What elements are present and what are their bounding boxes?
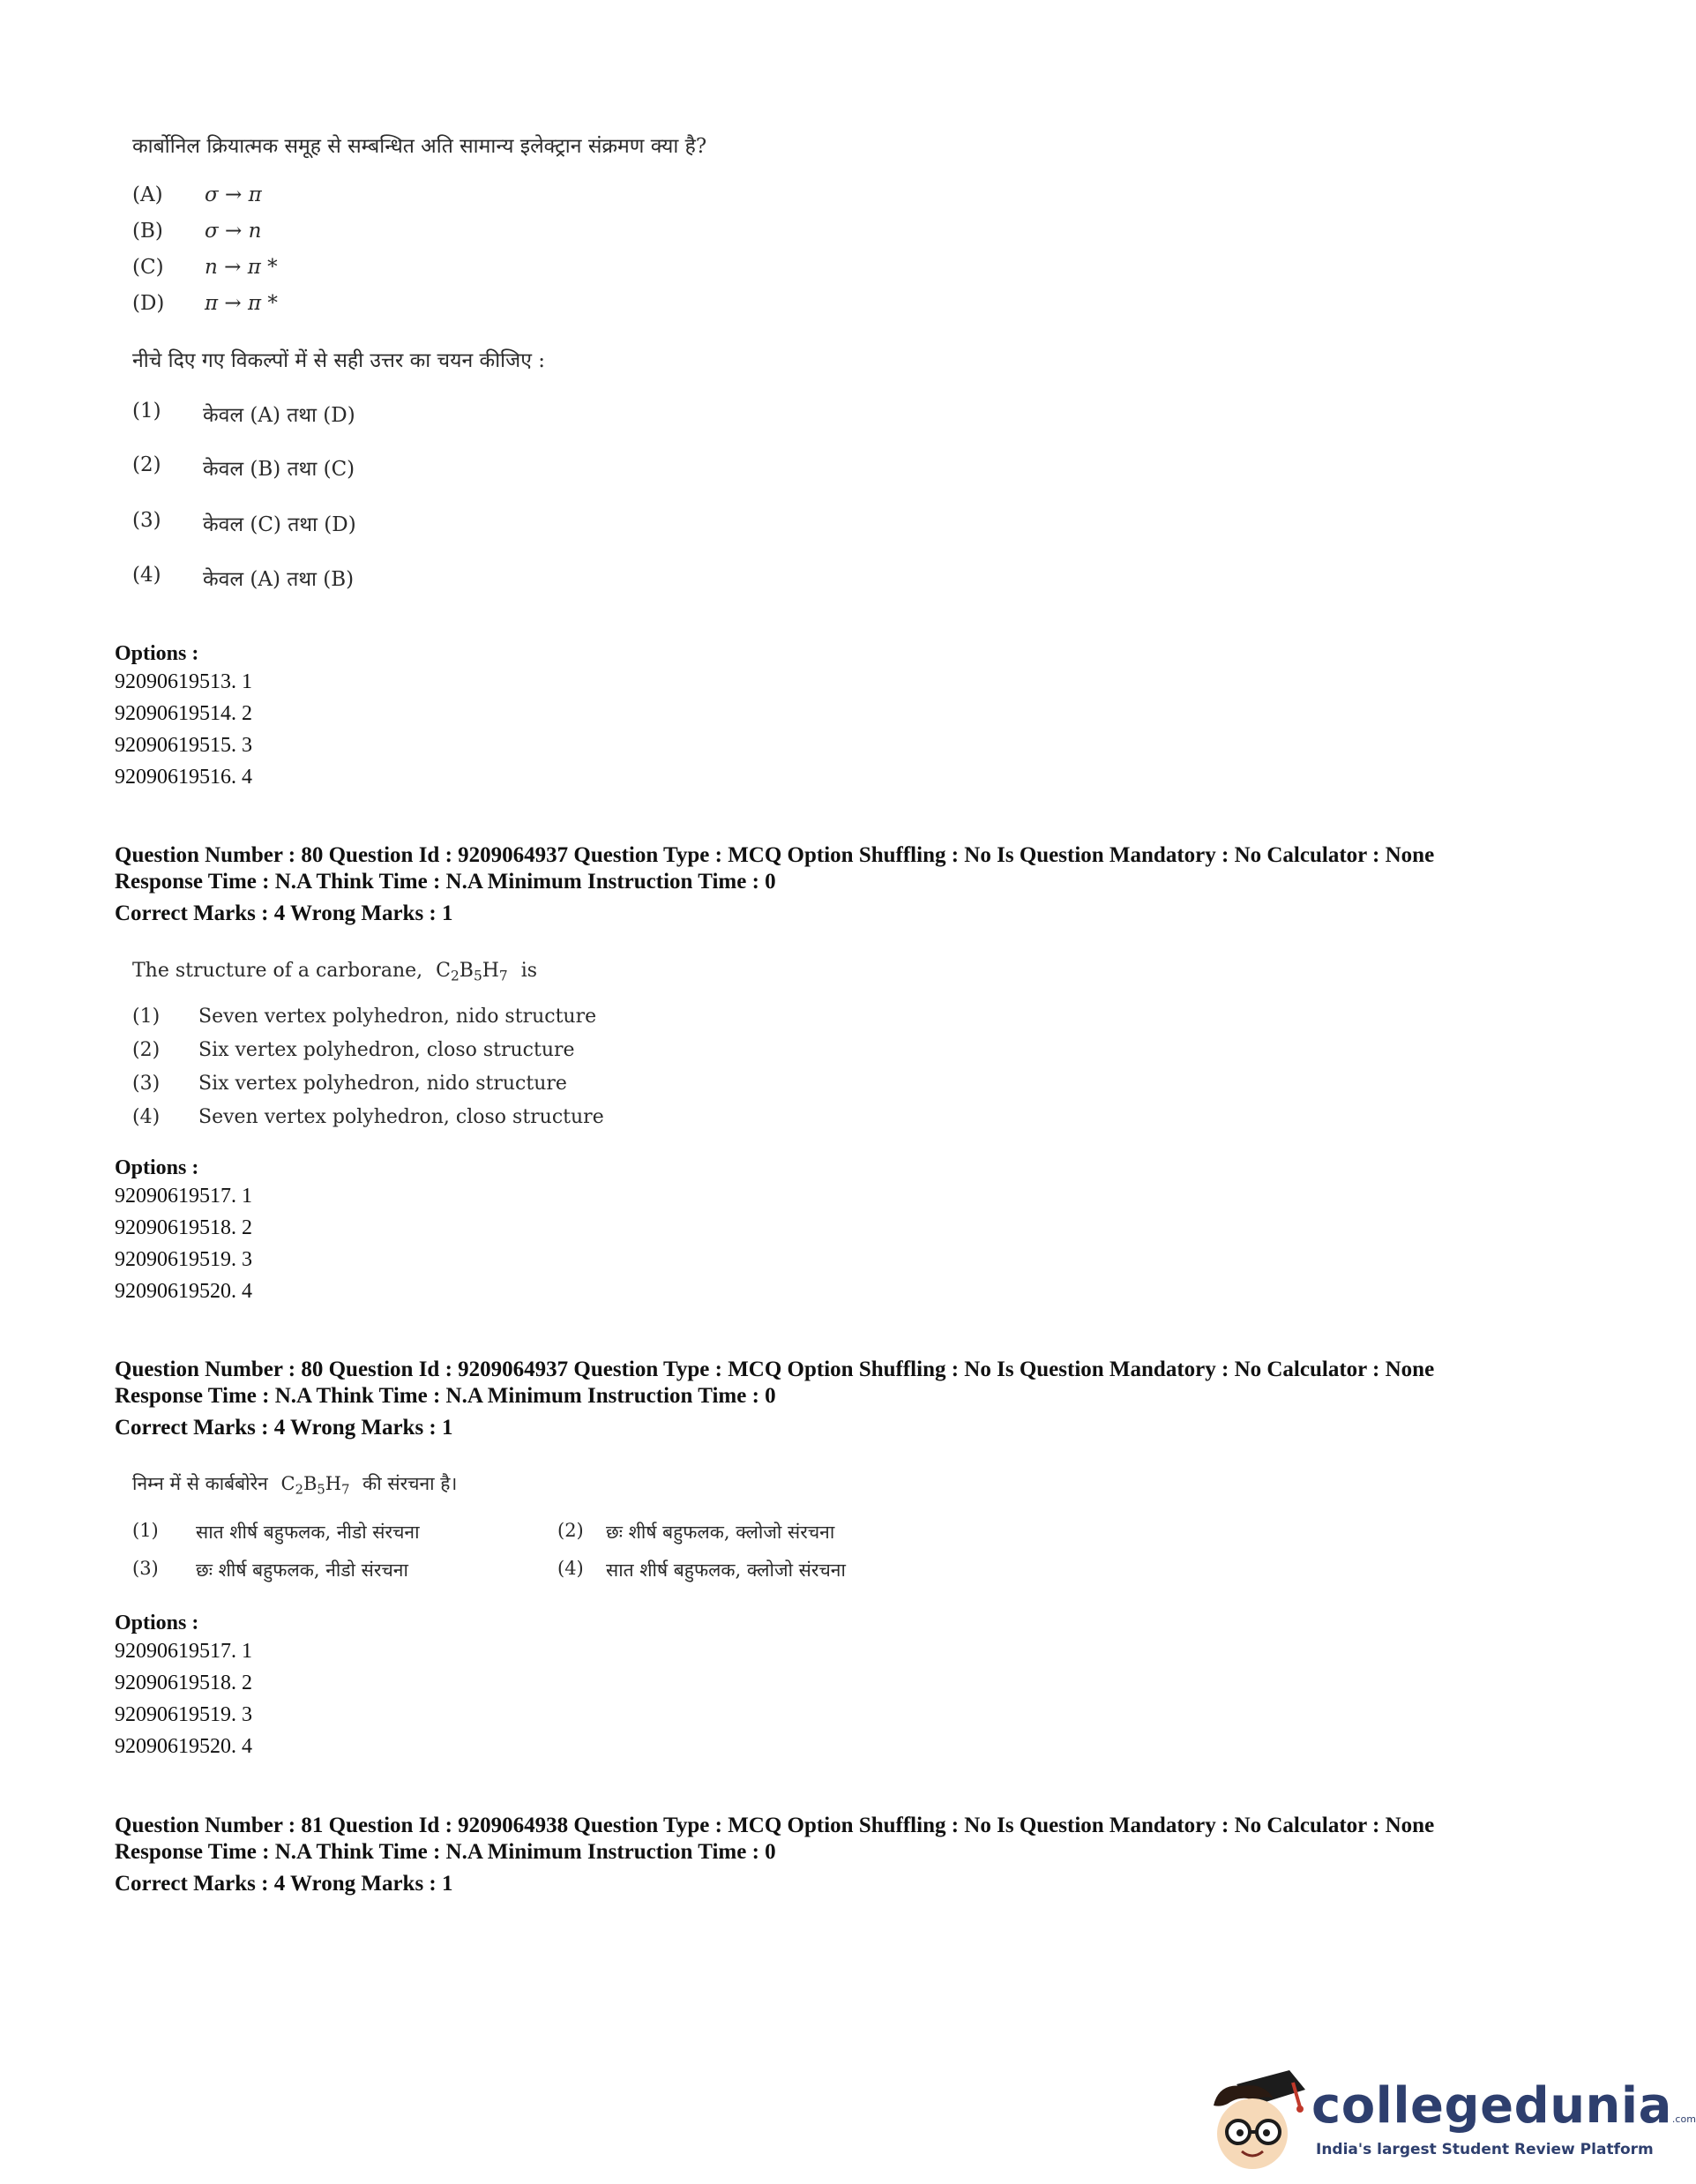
stem-prefix: निम्न में से कार्बबोरेन xyxy=(132,1473,268,1494)
formula-h-sub: 7 xyxy=(341,1482,350,1498)
choice-label: (2) xyxy=(132,453,161,476)
option-item: 92090619520. 4 xyxy=(115,1735,252,1758)
carborane-formula xyxy=(280,1473,356,1498)
options-heading: Options : xyxy=(115,1156,199,1179)
formula-h-sub: 7 xyxy=(498,968,508,984)
choice-text: Six vertex polyhedron, nido structure xyxy=(198,1073,567,1095)
question-stem xyxy=(132,960,537,984)
meta-line: Response Time : N.A Think Time : N.A Minimum Instruction Time : 0 xyxy=(115,870,776,894)
choice-label: (2) xyxy=(557,1520,584,1541)
options-block xyxy=(115,1156,252,1307)
statement-label: (D) xyxy=(132,292,165,315)
carborane-formula xyxy=(436,960,514,982)
statement-label: (B) xyxy=(132,220,163,243)
choice-text: छः शीर्ष बहुफलक, क्लोजो संरचना xyxy=(606,1522,835,1543)
statement-label: (A) xyxy=(132,183,163,206)
q80-english-block xyxy=(132,960,750,1136)
formula-h: H xyxy=(482,960,499,982)
choice-text: सात शीर्ष बहुफलक, क्लोजो संरचना xyxy=(606,1559,846,1581)
meta-line: Correct Marks : 4 Wrong Marks : 1 xyxy=(115,901,453,925)
instruction-text: नीचे दिए गए विकल्पों में से सही उत्तर का चयन कीजिए : xyxy=(132,349,545,372)
choice-label: (1) xyxy=(132,400,161,423)
option-item: 92090619518. 2 xyxy=(115,1216,252,1239)
choice-label: (1) xyxy=(132,1520,159,1541)
formula-b: B xyxy=(303,1473,318,1494)
q79-hindi-block xyxy=(132,131,838,607)
choice-text: केवल (A) तथा (B) xyxy=(203,568,355,591)
formula-b-sub: 5 xyxy=(317,1482,325,1498)
choice-label: (4) xyxy=(132,1106,161,1128)
meta-line: Response Time : N.A Think Time : N.A Minimum Instruction Time : 0 xyxy=(115,1384,776,1408)
question-stem xyxy=(132,1471,457,1497)
formula-b-sub: 5 xyxy=(473,968,482,984)
meta-line: Question Number : 80 Question Id : 9209064937 Question Type : MCQ Option Shuffling : No Is Question Mandatory : No Calculator : None xyxy=(115,1358,1435,1381)
logo-wordmark xyxy=(1311,2077,1696,2135)
logo-tagline: India's largest Student Review Platform xyxy=(1316,2141,1654,2158)
statement-text: σ → π xyxy=(205,183,262,206)
choice-text: छः शीर्ष बहुफलक, नीडो संरचना xyxy=(196,1559,408,1581)
option-item: 92090619515. 3 xyxy=(115,734,252,757)
options-block xyxy=(115,1612,252,1762)
options-block xyxy=(115,642,252,793)
statement-text: σ → n xyxy=(205,220,262,243)
option-item: 92090619519. 3 xyxy=(115,1703,252,1726)
option-item: 92090619519. 3 xyxy=(115,1248,252,1271)
choice-label: (3) xyxy=(132,1558,159,1579)
choice-text: केवल (A) तथा (D) xyxy=(203,404,355,427)
stem-suffix: की संरचना है। xyxy=(362,1473,458,1494)
question-stem: कार्बोनिल क्रियात्मक समूह से सम्बन्धित अति सामान्य इलेक्ट्रान संक्रमण क्या है? xyxy=(132,135,707,158)
meta-line: Correct Marks : 4 Wrong Marks : 1 xyxy=(115,1416,453,1440)
question-meta xyxy=(115,842,1434,927)
option-item: 92090619513. 1 xyxy=(115,670,252,693)
stem-prefix: The structure of a carborane, xyxy=(132,960,423,982)
stem-suffix: is xyxy=(520,960,538,982)
choice-text: Seven vertex polyhedron, nido structure xyxy=(198,1006,597,1028)
formula-c: C xyxy=(280,1473,295,1494)
choice-label: (1) xyxy=(132,1006,161,1028)
formula-c-sub: 2 xyxy=(450,968,459,984)
meta-line: Correct Marks : 4 Wrong Marks : 1 xyxy=(115,1872,453,1896)
question-meta xyxy=(115,1813,1434,1897)
choice-label: (3) xyxy=(132,1073,161,1095)
choice-text: केवल (B) तथा (C) xyxy=(203,458,355,481)
option-item: 92090619516. 4 xyxy=(115,766,252,789)
choice-label: (4) xyxy=(132,564,161,587)
logo-com: .com xyxy=(1671,2113,1696,2125)
meta-line: Question Number : 80 Question Id : 9209064937 Question Type : MCQ Option Shuffling : No Is Question Mandatory : No Calculator : None xyxy=(115,843,1435,867)
meta-line: Question Number : 81 Question Id : 9209064938 Question Type : MCQ Option Shuffling : No Is Question Mandatory : No Calculator : None xyxy=(115,1814,1435,1837)
option-item: 92090619517. 1 xyxy=(115,1640,252,1663)
statement-text: n → π * xyxy=(205,256,278,279)
formula-c-sub: 2 xyxy=(295,1482,303,1498)
collegedunia-logo[interactable] xyxy=(1201,2060,1696,2174)
choice-text: केवल (C) तथा (D) xyxy=(203,513,356,536)
options-heading: Options : xyxy=(115,642,199,665)
option-item: 92090619518. 2 xyxy=(115,1672,252,1694)
statement-text: π → π * xyxy=(205,292,278,315)
option-item: 92090619520. 4 xyxy=(115,1280,252,1303)
logo-name: collegedunia xyxy=(1311,2077,1672,2135)
choice-label: (4) xyxy=(557,1558,584,1579)
question-meta xyxy=(115,1357,1434,1441)
option-item: 92090619517. 1 xyxy=(115,1185,252,1208)
q80-hindi-block xyxy=(132,1471,926,1586)
formula-h: H xyxy=(325,1473,342,1494)
mascot-icon xyxy=(1201,2060,1316,2174)
statement-label: (C) xyxy=(132,256,164,279)
choice-text: Seven vertex polyhedron, closo structure xyxy=(198,1106,604,1128)
options-heading: Options : xyxy=(115,1612,199,1634)
option-item: 92090619514. 2 xyxy=(115,702,252,725)
choice-text: सात शीर्ष बहुफलक, नीडो संरचना xyxy=(196,1522,420,1543)
meta-line: Response Time : N.A Think Time : N.A Minimum Instruction Time : 0 xyxy=(115,1840,776,1864)
choice-label: (2) xyxy=(132,1039,161,1061)
choice-label: (3) xyxy=(132,509,161,532)
formula-c: C xyxy=(436,960,451,982)
choice-text: Six vertex polyhedron, closo structure xyxy=(198,1039,575,1061)
formula-b: B xyxy=(459,960,474,982)
